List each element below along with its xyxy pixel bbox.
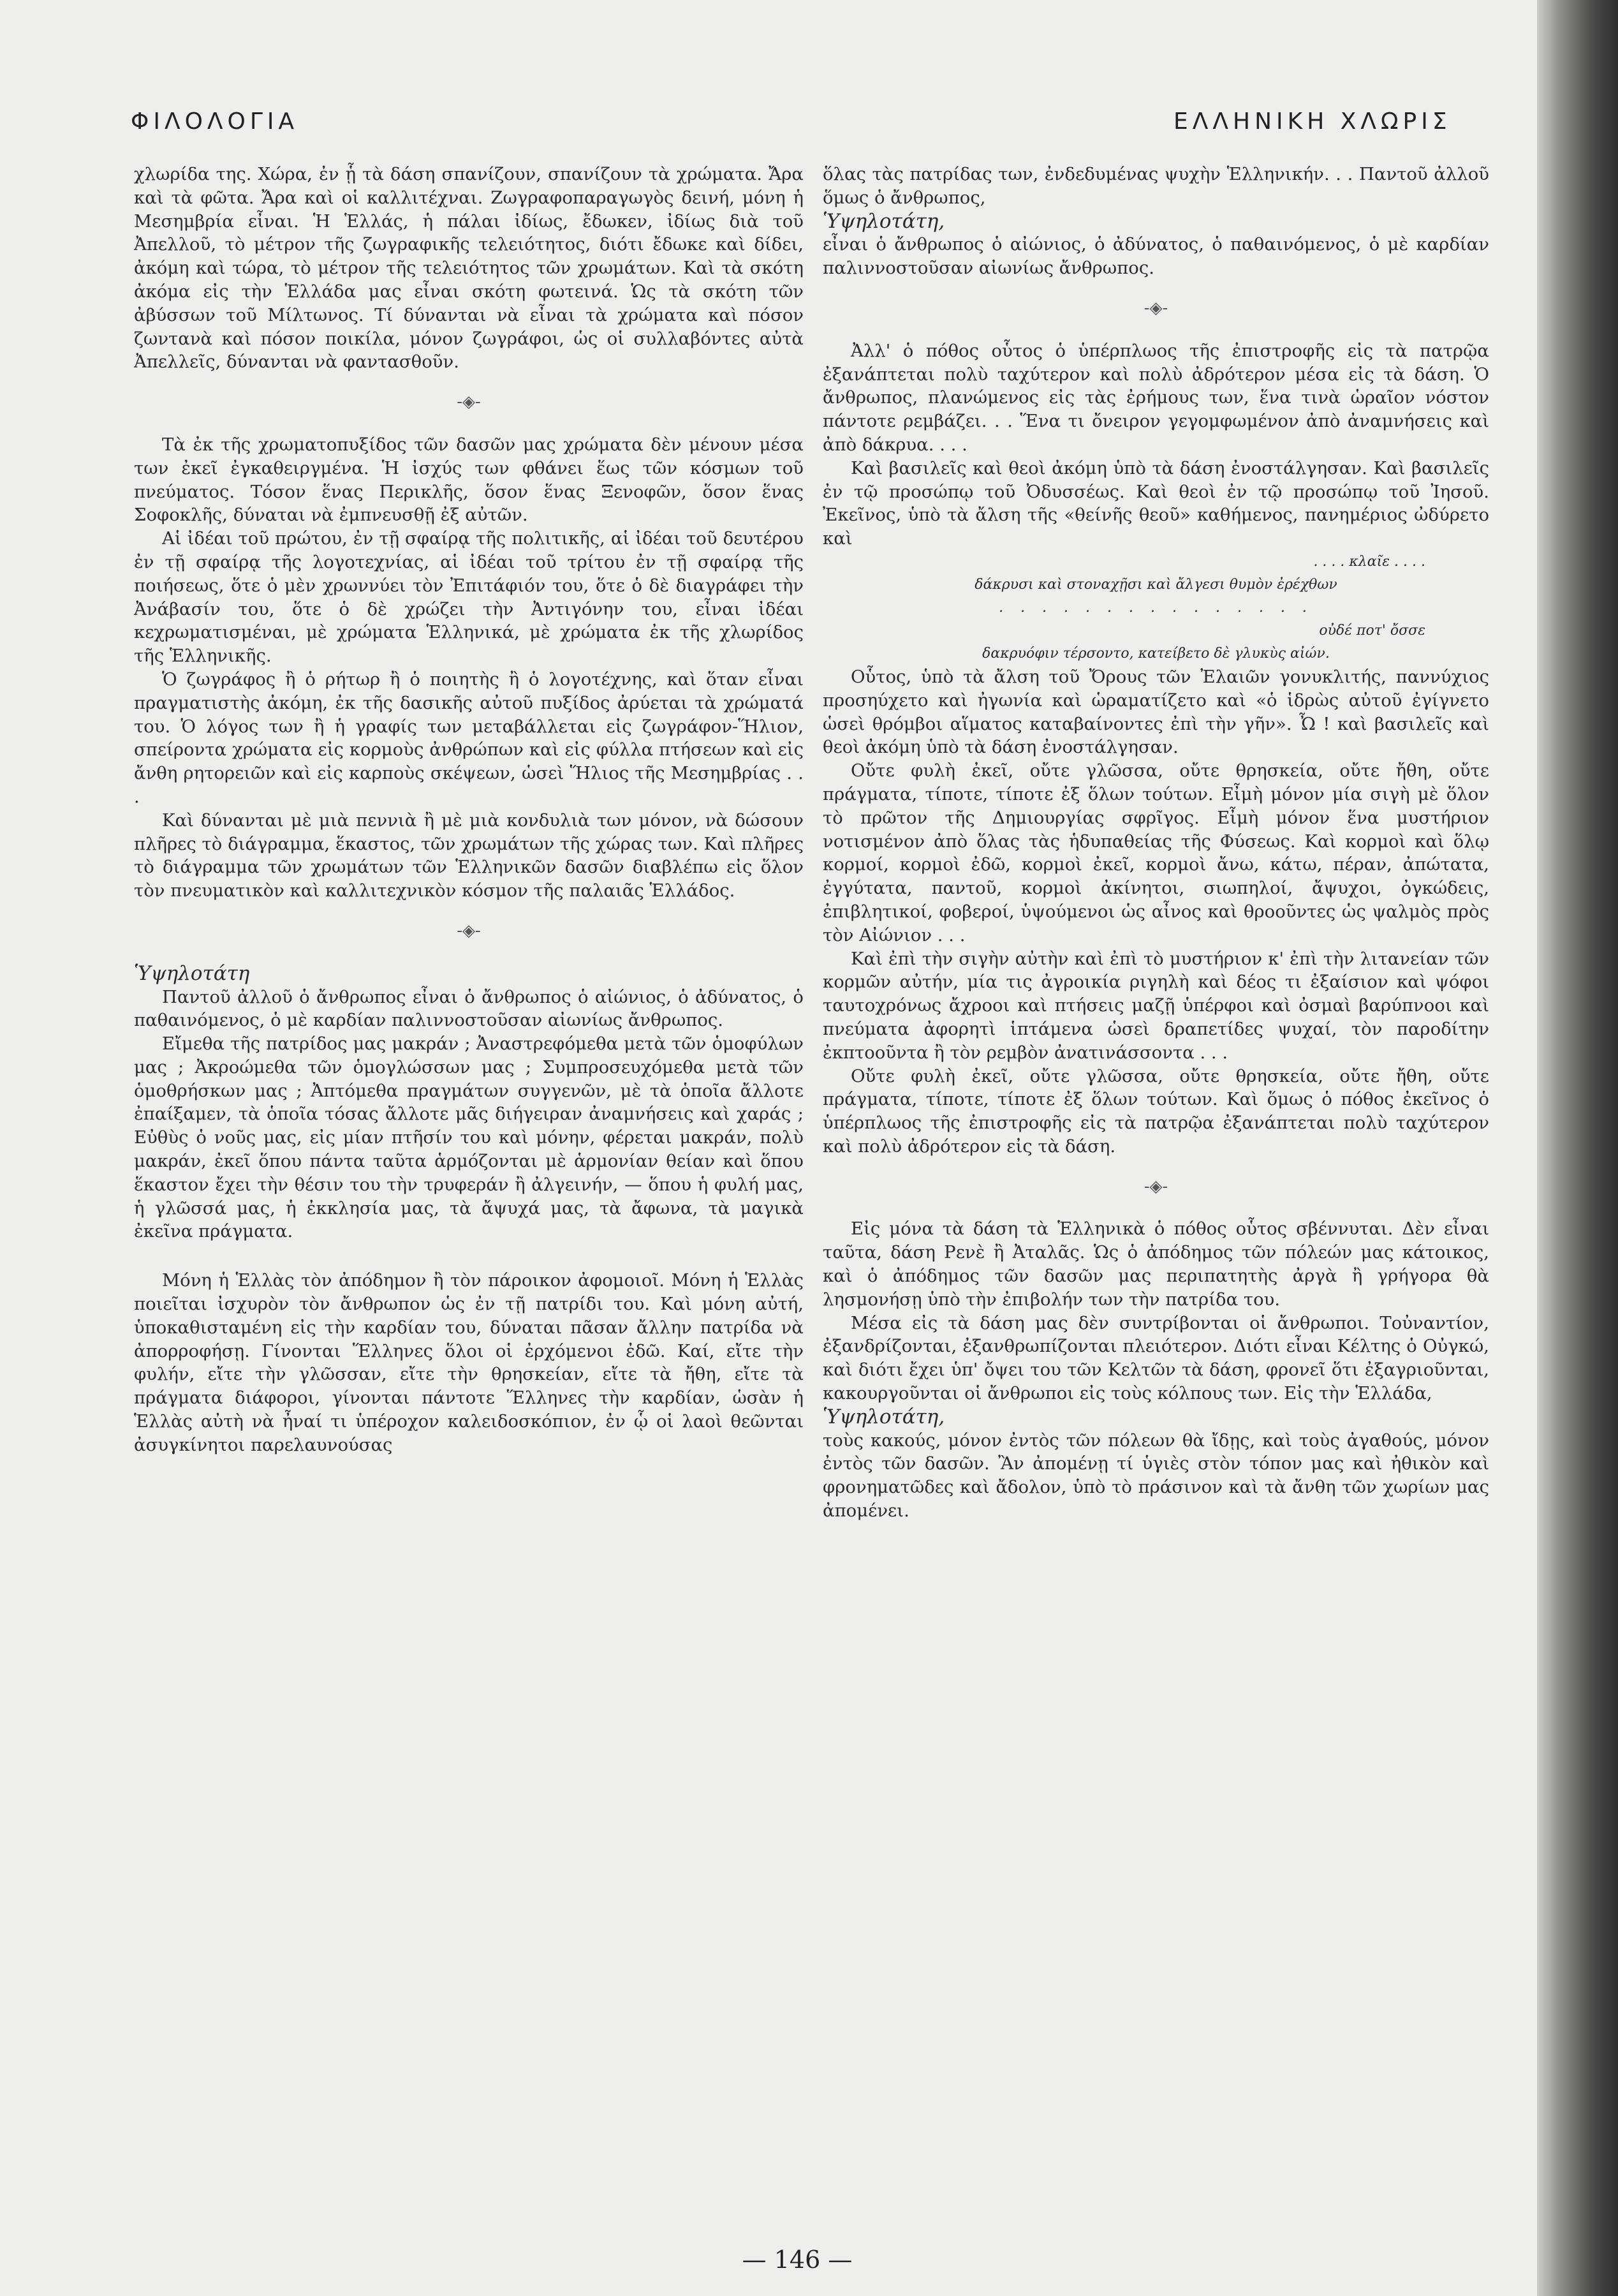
paragraph: Καὶ ἐπὶ τὴν σιγὴν αὐτὴν καὶ ἐπὶ τὸ μυστήριον κ' ἐπὶ τὴν λιτανείαν τῶν κορμῶν αὐτήν, μία τις ἀγροικία ριγηλὴ καὶ δέος τι ἐξαίσιον καὶ ψόφοι ταυτοχρόνως ἄχροοι καὶ πτήσεις μαζῇ ὑπέρφοι καὶ ὀσμαὶ βαρύπνοοι καὶ πνεύματα ἀφορητὶ ἱπτάμενα ὡσεὶ δραπετίδες ψυχαί, τὸν παροδίτην ἐκπτοοῦντα ἢ τὸν ρεμβὸν ἀνατινάσσοντα . . .	[823, 948, 1489, 1063]
page-binding-shadow	[1537, 0, 1618, 2296]
paragraph: τοὺς κακούς, μόνον ἐντὸς τῶν πόλεων θὰ ἴδῃς, καὶ τοὺς ἀγαθούς, μόνον ἐντὸς τῶν δασῶν. Ἂν ἀπομένῃ τί ὑγιὲς στὸν τόπον μας καὶ ἠθικὸν καὶ φρονηματῶδες καὶ ἄδολον, ὑπὸ τὸ πράσινον καὶ τὰ ἄνθη τῶν χωρίων μας ἀπομένει.	[823, 1430, 1489, 1522]
paragraph: Τὰ ἐκ τῆς χρωματοπυξίδος τῶν δασῶν μας χρώματα δὲν μένουν μέσα των ἐκεῖ ἐγκαθειργμένα. Ἡ ἰσχύς των φθάνει ἕως τῶν κόσμων τοῦ πνεύματος. Τόσον ἕνας Περικλῆς, ὅσον ἕνας Ξενοφῶν, ὅσον ἕνας Σοφοκλῆς, δύναται νὰ ἐμπνευσθῇ ἐξ αὐτῶν.	[134, 434, 804, 526]
verse-line: . . . . κλαῖε . . . .	[1313, 553, 1425, 570]
paragraph: Καὶ δύνανται μὲ μιὰ πεννιὰ ἢ μὲ μιὰ κονδυλιὰ των μόνον, νὰ δώσουν πλῆρες τὸ διάγραμμα, ἕκαστος, τῶν χρωμάτων τῆς χώρας των. Καὶ πλῆρες τὸ διάγραμμα τῶν χρωμάτων τῶν Ἑλληνικῶν δασῶν διαβλέπω εἰς ὅλον τὸν πνευματικὸν καὶ καλλιτεχνικὸν κόσμον τῆς παλαιᾶς Ἑλλάδος.	[134, 810, 804, 901]
ornament-divider: -◈-	[1144, 1176, 1168, 1196]
running-head-right: ΕΛΛΗΝΙΚΗ ΧΛΩΡΙΣ	[1173, 108, 1452, 135]
page-number: — 146 —	[742, 2246, 853, 2274]
paragraph: Παντοῦ ἀλλοῦ ὁ ἄνθρωπος εἶναι ὁ ἄνθρωπος ὁ αἰώνιος, ὁ ἀδύνατος, ὁ παθαινόμενος, ὁ μὲ καρδίαν παλιννοστοῦσαν αἰωνίως ἄνθρωπος.	[134, 986, 804, 1031]
paragraph: Αἱ ἰδέαι τοῦ πρώτου, ἐν τῇ σφαίρᾳ τῆς πολιτικῆς, αἱ ἰδέαι τοῦ δευτέρου ἐν τῇ σφαίρᾳ τῆς λογοτεχνίας, αἱ ἰδέαι τοῦ τρίτου ἐν τῇ σφαίρᾳ τῆς ποιήσεως, ὅτε ὁ μὲν χρωννύει τὸν Ἐπιτάφιόν του, ὅτε ὁ δὲ διαγράφει τὴν Ἀνάβασίν του, ὅτε ὁ δὲ χρώζει τὴν Ἀντιγόνην του, εἶναι ἰδέαι κεχρωματισμέναι, μὲ χρώματα Ἑλληνικά, μὲ χρώματα ἐκ τῆς χλωρίδος τῆς Ἑλληνικῆς.	[134, 528, 804, 667]
paragraph: Ἀλλ' ὁ πόθος οὗτος ὁ ὑπέρπλωος τῆς ἐπιστροφῆς εἰς τὰ πατρῷα ἐξανάπτεται πολὺ ταχύτερον καὶ πολὺ ἀδρότερον μέσα εἰς τὰ δάση. Ὁ ἄνθρωπος, πλανώμενος εἰς τὰς ἐρήμους των, ἕνα τινὰ ὡραῖον νόστον πάντοτε ρεμβάζει. . . Ἕνα τι ὄνειρον γεγομφωμένον ἀπὸ ἀναμνήσεις καὶ ἀπὸ δάκρυα. . . .	[823, 340, 1489, 455]
ornament-divider: -◈-	[1144, 298, 1168, 318]
ornament-divider: -◈-	[457, 921, 481, 940]
running-head-left: ΦΙΛΟΛΟΓΙΑ	[131, 108, 299, 135]
addressee-heading: Ὑψηλοτάτη,	[823, 209, 945, 233]
paragraph: Ὁ ζωγράφος ἢ ὁ ρήτωρ ἢ ὁ ποιητὴς ἢ ὁ λογοτέχνης, καὶ ὅταν εἶναι πραγματιστὴς ἀκόμη, ἐκ τῆς δασικῆς αὐτοῦ πυξίδος ἀρύεται τὰ χρώματά του. Ὁ λόγος των ἢ ἡ γραφίς των μεταβάλλεται εἰς ζωγράφον-Ἥλιον, σπείροντα χρώματα εἰς κορμοὺς ἀνθρώπων καὶ εἰς φύλλα πτήσεων καὶ εἰς ἄνθη ρητορειῶν καὶ εἰς καρποὺς σκέψεων, ὡσεὶ Ἥλιος τῆς Μεσημβρίας . . .	[134, 669, 804, 807]
paragraph: χλωρίδα της. Χώρα, ἐν ᾗ τὰ δάση σπανίζουν, σπανίζουν τὰ χρώματα. Ἄρα καὶ τὰ φῶτα. Ἄρα καὶ οἱ καλλιτέχναι. Ζωγραφοπαραγωγὸς δεινή, μόνη ἡ Μεσημβρία εἶναι. Ἡ Ἑλλάς, ἡ πάλαι ἰδίως, ἔδωκεν, ἰδίως διὰ τοῦ Ἀπελλοῦ, τὸ μέτρον τῆς ζωγραφικῆς τελειότητος, διότι ἔδωκε καὶ δίδει, ἀκόμη καὶ τώρα, τὸ μέτρον τῆς τελειότητος τῶν χρωμάτων. Καὶ τὰ σκότη ἀκόμα εἰς τὴν Ἑλλάδα μας εἶναι σκότη φωτεινά. Ὡς τὰ σκότη τῶν ἀβύσσων τοῦ Μίλτωνος. Τί δύνανται νὰ εἶναι τὰ χρώματα καὶ πόσον ζωντανὰ καὶ πόσον ποικίλα, μόνον ζωγράφοι, ὡς οἱ συλλαβόντες αὐτὰ Ἀπελλεῖς, δύνανται νὰ φαντασθοῦν.	[134, 164, 804, 373]
verse-ellipsis: . . . . . . . . . . . . . . .	[999, 599, 1313, 616]
addressee-heading: Ὑψηλοτάτη,	[823, 1405, 945, 1428]
paragraph: εἶναι ὁ ἄνθρωπος ὁ αἰώνιος, ὁ ἀδύνατος, ὁ παθαινόμενος, ὁ μὲ καρδίαν παλιννοστοῦσαν αἰωνίως ἄνθρωπος.	[823, 234, 1489, 279]
paragraph: Οὔτε φυλὴ ἐκεῖ, οὔτε γλῶσσα, οὔτε θρησκεία, οὔτε ἤθη, οὔτε πράγματα, τίποτε, τίποτε ἐξ ὅλων τούτων. Καὶ ὅμως ὁ πόθος ἐκεῖνος ὁ ὑπέρπλωος τῆς ἐπιστροφῆς εἰς τὰ πατρῷα ἐξανάπτεται πολὺ ταχύτερον καὶ πολὺ ἀδρότερον εἰς τὰ δάση.	[823, 1065, 1489, 1157]
verse-line: δάκρυσι καὶ στοναχῇσι καὶ ἄλγεσι θυμὸν ἐρέχθων	[974, 576, 1337, 593]
right-column	[823, 163, 1489, 1523]
paragraph: Καὶ βασιλεῖς καὶ θεοὶ ἀκόμη ὑπὸ τὰ δάση ἐνοστάλγησαν. Καὶ βασιλεῖς ἐν τῷ προσώπῳ τοῦ Ὀδυσσέως. Καὶ θεοὶ ἐν τῷ προσώπῳ τοῦ Ἰησοῦ. Ἐκεῖνος, ὑπὸ τὰ ἄλση τῆς «θείνῆς θεοῦ» καθήμενος, πανημέριος ὠδύρετο καὶ	[823, 457, 1489, 549]
left-column	[134, 163, 804, 1457]
paragraph: Εἴμεθα τῆς πατρίδος μας μακράν ; Ἀναστρεφόμεθα μετὰ τῶν ὁμοφύλων μας ; Ἀκροώμεθα τῶν ὁμογλώσσων μας ; Συμπροσευχόμεθα μετὰ τῶν ὁμοθρήσκων μας ; Ἀπτόμεθα πραγμάτων συγγενῶν, μὲ τὰ ὁποῖα ἄλλοτε ἐπαίξαμεν, τὰ ὁποῖα τόσας ἄλλοτε μᾶς διήγειραν ἀναμνήσεις καὶ χαράς ; Εὐθὺς ὁ νοῦς μας, εἰς μίαν πτῆσίν του καὶ μόνην, φέρεται μακράν, πολὺ μακράν, ἐκεῖ ὅπου πάντα ταῦτα ἁρμόζονται μὲ ἁρμονίαν θείαν καὶ ὅπου ἕκαστον ἔχει τὴν θέσιν του τὴν τρυφεράν ἢ ἀλγεινήν, — ὅπου ἡ φυλή μας, ἡ γλῶσσά μας, ἡ ἐκκλησία μας, τὰ ἄψυχά μας, τὰ ἄφωνα, τὰ μαγικὰ ἐκεῖνα πράγματα.	[134, 1033, 804, 1242]
paragraph: Μέσα εἰς τὰ δάση μας δὲν συντρίβονται οἱ ἄνθρωποι. Τοὐναντίον, ἐξανδρίζονται, ἐξανθρωπίζονται πλειότερον. Διότι εἶναι Κέλτης ὁ Οὐγκώ, καὶ διότι ἔχει ὑπ' ὄψει του τῶν Κελτῶν τὰ δάση, φρονεῖ ὅτι ἐξαγριοῦνται, κακουργοῦνται οἱ ἄνθρωποι εἰς τοὺς κόλπους των. Εἰς τὴν Ἑλλάδα,	[823, 1312, 1489, 1404]
verse-line: οὐδέ ποτ' ὄσσε	[1319, 622, 1425, 639]
paragraph: Μόνη ἡ Ἑλλὰς τὸν ἀπόδημον ἢ τὸν πάροικον ἀφομοιοῖ. Μόνη ἡ Ἑλλὰς ποιεῖται ἰσχυρὸν τὸν ἄνθρωπον ὡς ἐν τῇ πατρίδι του. Καὶ μόνη αὐτή, ὑποκαθισταμένη εἰς τὴν καρδίαν του, δύναται πᾶσαν ἄλλην πατρίδα νὰ ἀπορροφήσῃ. Γίνονται Ἕλληνες ὅλοι οἱ ἐρχόμενοι ἐδῶ. Καί, εἴτε τὴν φυλήν, εἴτε τὴν γλῶσσαν, εἴτε τὴν θρησκείαν, εἴτε τὰ ἤθη, εἴτε τὰ πράγματα διάφοροι, γίνονται πάντοτε Ἕλληνες τὴν καρδίαν, ὡσὰν ἡ Ἑλλὰς αὐτὴ νὰ ἦναί τι ὑπέροχον καλειδοσκόπιον, ἐν ᾧ οἱ λαοὶ θεῶνται ἀσυγκίνητοι παρελαυνούσας	[134, 1270, 804, 1455]
paragraph: Οὗτος, ὑπὸ τὰ ἄλση τοῦ Ὄρους τῶν Ἐλαιῶν γονυκλιτής, παννύχιος προσηύχετο καὶ ἠγωνία καὶ ὡραματίζετο καὶ «ὁ ἱδρὼς αὐτοῦ ἐγίγνετο ὡσεὶ θρόμβοι αἵματος καταβαίνοντες ἐπὶ τὴν γῆν». Ὦ ! καὶ βασιλεῖς καὶ θεοὶ ἀκόμη ὑπὸ τὰ δάση ἐνοστάλγησαν.	[823, 666, 1489, 758]
verse-line: δακρυόφιν τέρσοντο, κατείβετο δὲ γλυκὺς αἰών.	[982, 645, 1330, 662]
addressee-heading: Ὑψηλοτάτη	[134, 961, 250, 985]
paragraph: Οὔτε φυλὴ ἐκεῖ, οὔτε γλῶσσα, οὔτε θρησκεία, οὔτε ἤθη, οὔτε πράγματα, τίποτε, τίποτε ἐξ ὅλων τούτων. Εἶμὴ μόνον μία σιγὴ μὲ ὅλον τὸ πρῶτον τῆς Δημιουργίας σφρῖγος. Εἶμὴ μόνον ἕνα μυστήριον νοτισμένον ἀπὸ ὅλας τὰς ἡδυπαθείας τῆς Φύσεως. Καὶ κορμοὶ καὶ ὅλῳ κορμοί, κορμοὶ ἐδῶ, κορμοὶ ἐκεῖ, κορμοὶ ἄνω, κάτω, πέραν, ἀπώτατα, ἐγγύτατα, παντοῦ, κορμοὶ ἀκίνητοι, σιωπηλοί, ἄψυχοι, ὀγκώδεις, ἐπιβλητικοί, φοβεροί, ὑψούμενοι ὡς αἶνος καὶ θροοῦντες ὡς ψαλμὸς πρὸς τὸν Αἰώνιον . . .	[823, 760, 1489, 945]
paragraph: ὅλας τὰς πατρίδας των, ἐνδεδυμένας ψυχὴν Ἑλληνικήν. . . Παντοῦ ἀλλοῦ ὅμως ὁ ἄνθρωπος,	[823, 164, 1489, 208]
ornament-divider: -◈-	[457, 392, 481, 412]
paragraph: Εἰς μόνα τὰ δάση τὰ Ἑλληνικὰ ὁ πόθος οὗτος σβέννυται. Δὲν εἶναι ταῦτα, δάση Ρενὲ ἢ Ἀταλᾶς. Ὡς ὁ ἀπόδημος τῶν πόλεών μας κάτοικος, καὶ ὁ ἀπόδημος τῶν δασῶν μας περιπατητὴς ἀργὰ ἢ γρήγορα θὰ λησμονήσῃ ὑπὸ τὴν ἐπιβολήν των τὴν πατρίδα του.	[823, 1218, 1489, 1310]
